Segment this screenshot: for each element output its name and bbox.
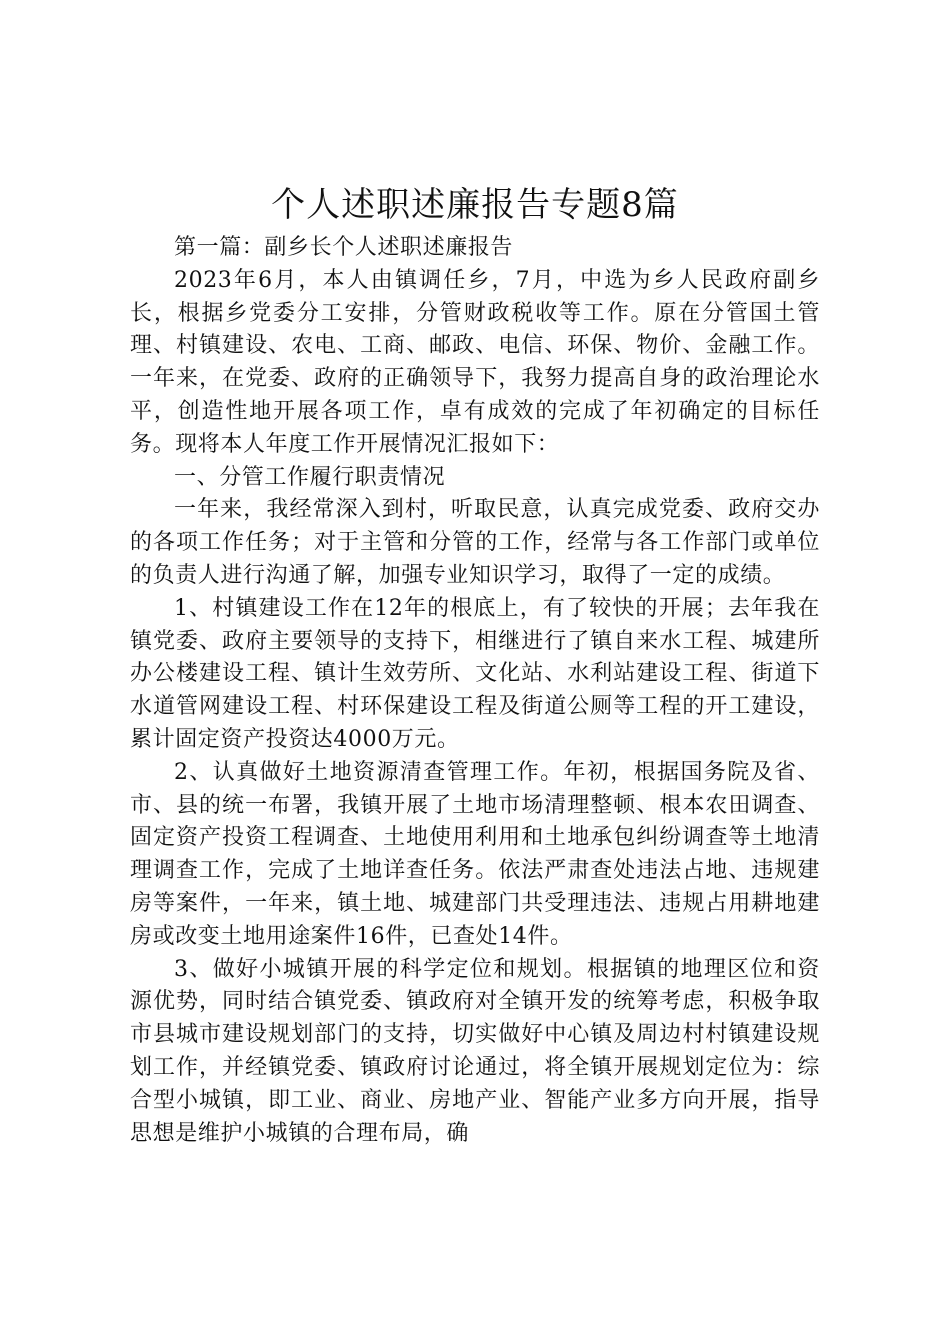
- paragraph-intro: 2023年6月，本人由镇调任乡，7月，中选为乡人民政府副乡长，根据乡党委分工安排，分管财政税收等工作。原在分管国土管理、村镇建设、农电、工商、邮政、电信、环保、物价、金融工作。一年来，在党委、政府的正确领导下，我努力提高自身的政治理论水平，创造性地开展各项工作，卓有成效的完成了年初确定的目标任务。现将本人年度工作开展情况汇报如下：: [130, 267, 820, 457]
- section-heading-duties: 一、分管工作履行职责情况: [174, 464, 446, 490]
- document-body: [130, 232, 820, 1150]
- section-heading-article-1: 第一篇：副乡长个人述职述廉报告: [174, 235, 514, 260]
- paragraph-item-2: 2、认真做好土地资源清查管理工作。年初，根据国务院及省、市、县的统一布署，我镇开展了土地市场清理整顿、根本农田调查、固定资产投资工程调查、土地使用利用和土地承包纠纷调查等土地清理调查工作，完成了土地详查任务。依法严肃查处违法占地、违规建房等案件，一年来，镇土地、城建部门共受理违法、违规占用耕地建房或改变土地用途案件16件，已查处14件。: [130, 759, 820, 949]
- paragraph-item-3: 3、做好小城镇开展的科学定位和规划。根据镇的地理区位和资源优势，同时结合镇党委、镇政府对全镇开发的统筹考虑，积极争取市县城市建设规划部门的支持，切实做好中心镇及周边村村镇建设规划工作，并经镇党委、镇政府讨论通过，将全镇开展规划定位为：综合型小城镇，即工业、商业、房地产业、智能产业多方向开展，指导思想是维护小城镇的合理布局，确: [130, 956, 820, 1146]
- paragraph-duties-summary: 一年来，我经常深入到村，听取民意，认真完成党委、政府交办的各项工作任务；对于主管和分管的工作，经常与各工作部门或单位的负责人进行沟通了解，加强专业知识学习，取得了一定的成绩。: [130, 497, 820, 588]
- document-title: 个人述职述廉报告专题8篇: [271, 185, 679, 225]
- paragraph-item-1: 1、村镇建设工作在12年的根底上，有了较快的开展；去年我在镇党委、政府主要领导的支持下，相继进行了镇自来水工程、城建所办公楼建设工程、镇计生效劳所、文化站、水利站建设工程、街道下水道管网建设工程、村环保建设工程及街道公厕等工程的开工建设，累计固定资产投资达4000万元。: [130, 595, 820, 752]
